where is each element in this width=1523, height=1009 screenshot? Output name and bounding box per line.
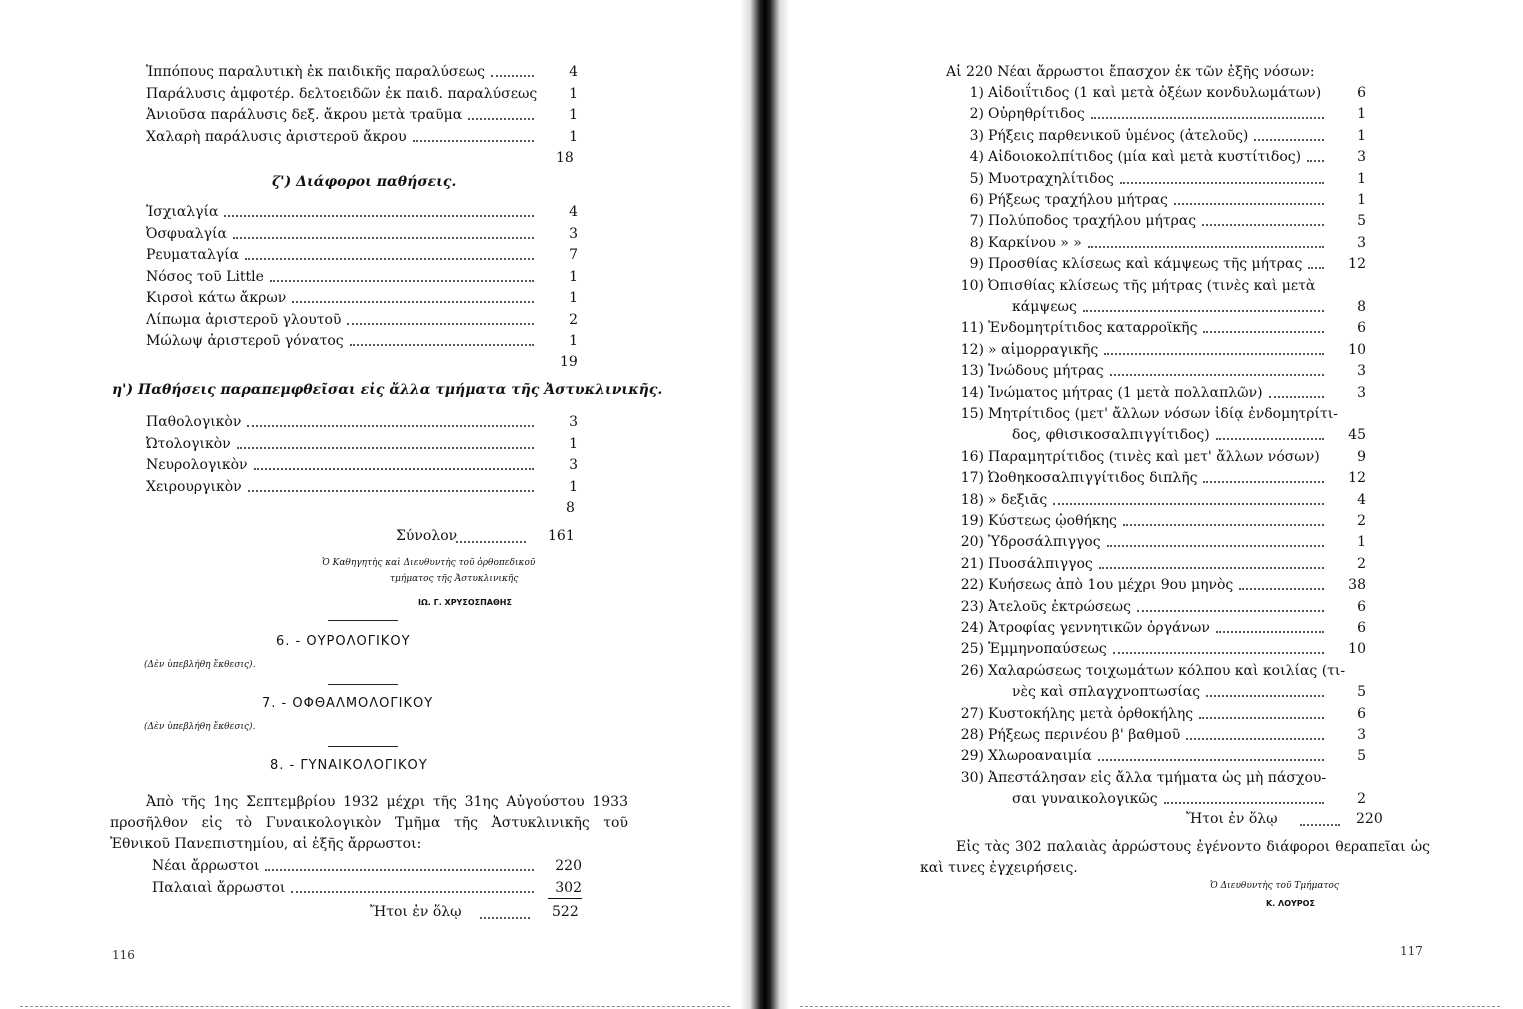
- entry-value: 3: [569, 225, 578, 242]
- table-row: [988, 447, 1366, 467]
- entry-label: Μυοτραχηλίτιδος: [988, 170, 1114, 187]
- scan-artifact: [800, 1005, 1500, 1007]
- signature-name: Κ. ΛΟΥΡΟΣ: [1266, 898, 1315, 908]
- item-number: 28): [960, 727, 984, 743]
- leader-dots: [1137, 610, 1324, 612]
- leader-dots: [1099, 567, 1324, 569]
- book-gutter: [740, 0, 790, 1009]
- table-row: [146, 202, 578, 222]
- entry-label: Κυστοκήλης μετὰ ὀρθοκήλης: [988, 705, 1194, 722]
- grand-total: 522: [552, 904, 579, 920]
- entry-label: Ἀνιοῦσα παράλυσις δεξ. ἄκρου μετὰ τραῦμα: [146, 107, 463, 123]
- entry-label: Μώλωψ ἀριστεροῦ γόνατος: [146, 333, 344, 349]
- entry-value: 3: [1357, 149, 1366, 166]
- entry-value: 2: [1357, 791, 1366, 808]
- leader-dots: [480, 917, 530, 919]
- table-row: [988, 83, 1366, 103]
- table-row: [988, 575, 1366, 595]
- entry-label: Νόσος τοῦ Little: [146, 268, 264, 285]
- entry-label: Ἱππόπους παραλυτικὴ ἐκ παιδικῆς παραλύσεως: [146, 64, 485, 80]
- grand-total: 220: [1356, 810, 1383, 827]
- table-row: [988, 104, 1366, 124]
- table-row: [146, 477, 578, 497]
- table-row: [146, 84, 578, 104]
- leader-dots: [1239, 588, 1324, 590]
- entry-value: 3: [1357, 234, 1366, 251]
- item-number: 3): [969, 127, 984, 144]
- entry-value: 12: [1348, 256, 1366, 273]
- leader-dots: [292, 301, 534, 303]
- table-row: [146, 310, 578, 330]
- entry-label: Ἐμμηνοπαύσεως: [988, 641, 1107, 658]
- section-note: (Δὲν ὑπεβλήθη ἔκθεσις).: [144, 660, 256, 670]
- table-row: [988, 639, 1366, 659]
- item-number: 27): [960, 705, 984, 722]
- signature-title: Ὁ Καθηγητὴς καὶ Διευθυντὴς τοῦ ὀρθοπεδικοῦ: [322, 558, 536, 568]
- entry-label: Ὀσφυαλγία: [146, 225, 227, 242]
- section-note: (Δὲν ὑπεβλήθη ἔκθεσις).: [144, 722, 256, 732]
- table-row: [146, 127, 578, 147]
- entry-label: Παλαιαὶ ἄρρωστοι: [152, 880, 286, 896]
- entry-value: 1: [569, 128, 578, 145]
- paragraph: Εἰς τὰς 302 παλαιὰς ἀρρώστους ἐγένοντο διάφοροι θεραπεῖαι ὡς καὶ τινες ἐγχειρήσεις.: [920, 838, 1430, 876]
- entry-label: Ρήξεις παρθενικοῦ ὑμένος (ἀτελοῦς): [988, 127, 1249, 144]
- entry-label: Ἀτροφίας γεννητικῶν ὀργάνων: [988, 620, 1210, 636]
- entry-label: Προσθίας κλίσεως καὶ κάμψεως τῆς μήτρας: [988, 256, 1303, 273]
- table-row: [988, 746, 1366, 766]
- entry-value: 3: [1357, 384, 1366, 401]
- entry-label: Παθολογικὸν: [146, 414, 242, 430]
- table-row: [988, 704, 1366, 724]
- entry-value: 6: [1357, 320, 1366, 337]
- entry-value: 1: [1357, 106, 1366, 123]
- table-row: [988, 254, 1366, 274]
- table-row: [146, 434, 578, 454]
- paragraph: Ἀπὸ τῆς 1ης Σεπτεμβρίου 1932 μέχρι τῆς 31ης Αὐγούστου 1933 προσῆλθον εἰς τὸ Γυναικολογικὸν Τμῆμα τῆς Ἀστυκλινικῆς τοῦ Ἐθνικοῦ Πανεπιστημίου, αἱ ἑξῆς ἄρρωστοι:: [110, 794, 628, 852]
- table-row: [1012, 297, 1366, 317]
- entry-value: 1: [569, 333, 578, 349]
- table-row: [988, 126, 1366, 146]
- entry-value: 9: [1357, 448, 1366, 465]
- entry-value: 2: [569, 311, 578, 328]
- signature-name: ΙΩ. Γ. ΧΡΥΣΟΣΠΑΘΗΣ: [418, 598, 512, 607]
- leader-dots: [1216, 438, 1324, 440]
- entry-label: Χλωροαναιμία: [988, 748, 1092, 765]
- table-row: [1012, 789, 1366, 809]
- table-row: [146, 288, 578, 308]
- entry-value: 1: [569, 435, 578, 452]
- entry-label: Παράλυσις ἀμφοτέρ. δελτοειδῶν ἐκ παιδ. παραλύσεως: [146, 85, 538, 102]
- table-row: [146, 331, 578, 351]
- leader-dots: [468, 118, 534, 120]
- leader-dots: [245, 258, 534, 260]
- table-row: [988, 618, 1366, 638]
- table-row: [988, 725, 1366, 745]
- item-number: 11): [960, 320, 984, 337]
- entry-label: Ὠοθηκοσαλπιγγίτιδος διπλῆς: [988, 470, 1198, 487]
- leader-dots: [237, 447, 534, 449]
- entry-value: 1: [1357, 192, 1366, 208]
- entry-label: Μητρίτιδος (μετ' ἄλλων νόσων ἰδίᾳ ἐνδομητρίτι-: [988, 406, 1338, 422]
- entry-label: » δεξιᾶς: [988, 491, 1048, 508]
- entry-value: 6: [1357, 705, 1366, 722]
- leader-dots: [1120, 182, 1324, 184]
- entry-value: 10: [1348, 641, 1366, 658]
- item-number: 7): [969, 213, 984, 230]
- leader-dots: [291, 891, 534, 893]
- entry-label: Ὑδροσάλπιγγος: [988, 534, 1101, 551]
- signature-title: Ὁ Διευθυντὴς τοῦ Τμήματος: [1210, 880, 1339, 891]
- entry-label: Ρήξεως τραχήλου μήτρας: [988, 192, 1168, 208]
- leader-dots: [1199, 717, 1324, 719]
- leader-dots: [350, 344, 534, 346]
- leader-dots: [1053, 503, 1324, 505]
- item-number: 23): [960, 598, 984, 615]
- item-number: 22): [960, 577, 984, 594]
- entry-label: » αἱμορραγικῆς: [988, 341, 1099, 358]
- entry-value: 1: [1357, 127, 1366, 144]
- entry-label: Ρευματαλγία: [146, 247, 240, 263]
- leader-dots: [1203, 481, 1324, 483]
- entry-label: Χαλαρὴ παράλυσις ἀριστεροῦ ἄκρου: [146, 128, 407, 145]
- entry-value: 2: [1357, 513, 1366, 529]
- section-heading: η') Παθήσεις παραπεμφθεῖσαι εἰς ἄλλα τμήματα τῆς Ἀστυκλινικῆς.: [112, 382, 663, 398]
- table-row: [988, 532, 1366, 552]
- entry-label: Ὀπισθίας κλίσεως τῆς μήτρας (τινὲς καὶ μετὰ: [988, 277, 1316, 294]
- entry-label: Ὠτολογικὸν: [146, 435, 231, 452]
- table-row: [988, 511, 1366, 531]
- page-number: 116: [112, 948, 135, 962]
- entry-value: 38: [1348, 577, 1366, 594]
- entry-label: σαι γυναικολογικῶς: [1012, 791, 1158, 808]
- leader-dots: [270, 280, 534, 282]
- entry-label: Ρήξεως περινέου β' βαθμοῦ: [988, 727, 1181, 743]
- table-row: [988, 361, 1366, 381]
- section-title: 7. - ΟΦΘΑΛΜΟΛΟΓΙΚΟΥ: [262, 696, 434, 711]
- leader-dots: [1307, 160, 1324, 162]
- item-number: 8): [969, 234, 984, 251]
- item-number: 13): [960, 363, 984, 380]
- leader-dots: [224, 215, 534, 217]
- item-number: 5): [969, 170, 984, 187]
- item-number: 19): [960, 513, 984, 529]
- subtotal: 8: [566, 500, 575, 516]
- item-number: 16): [960, 448, 984, 465]
- table-row: [988, 211, 1366, 231]
- table-row: [988, 597, 1366, 617]
- entry-label: Καρκίνου » »: [988, 234, 1082, 251]
- item-number: 4): [969, 149, 984, 166]
- entry-value: 1: [569, 268, 578, 285]
- entry-value: 1: [569, 290, 578, 306]
- entry-label: Κύστεως ᾠοθήκης: [988, 513, 1117, 529]
- table-row: [1012, 682, 1366, 702]
- table-row: [988, 554, 1366, 574]
- table-row: [988, 340, 1366, 360]
- item-number: 10): [960, 277, 984, 294]
- table-row: [988, 190, 1366, 210]
- entry-value: 3: [569, 414, 578, 430]
- item-number: 30): [960, 769, 984, 786]
- entry-value: 1: [1357, 170, 1366, 187]
- entry-value: 1: [569, 85, 578, 102]
- section-heading: ζ') Διάφοροι παθήσεις.: [272, 174, 457, 190]
- table-row: [146, 62, 578, 82]
- table-row: [988, 169, 1366, 189]
- entry-label: Αἰδοιοκολπίτιδος (μία καὶ μετὰ κυστίτιδος): [988, 149, 1302, 166]
- entry-label: Κιρσοὶ κάτω ἄκρων: [146, 290, 287, 306]
- entry-label: Ἰσχιαλγία: [146, 204, 219, 220]
- entry-value: 3: [1357, 727, 1366, 743]
- scan-artifact: [20, 1005, 730, 1007]
- leader-dots: [1269, 396, 1324, 398]
- right-page: [790, 0, 1523, 1009]
- table-row: [988, 147, 1366, 167]
- entry-label: Πολύποδος τραχήλου μήτρας: [988, 213, 1197, 230]
- entry-label: Πυοσάλπιγγος: [988, 555, 1093, 572]
- leader-dots: [1113, 652, 1324, 654]
- entry-value: 45: [1348, 427, 1366, 444]
- entry-value: 1: [569, 478, 578, 495]
- item-number: 25): [960, 641, 984, 658]
- leader-dots: [1174, 203, 1324, 205]
- entry-label: Οὐρηθρίτιδος: [988, 106, 1085, 123]
- leader-dots: [248, 490, 534, 492]
- leader-dots: [233, 237, 534, 239]
- entry-label: Ἀτελοῦς ἐκτρώσεως: [988, 598, 1131, 615]
- entry-label: Χειρουργικὸν: [146, 478, 242, 495]
- leader-dots: [1300, 824, 1340, 826]
- entry-value: 3: [1357, 363, 1366, 380]
- intro-line: Αἱ 220 Νέαι ἄρρωστοι ἔπασχον ἐκ τῶν ἑξῆς νόσων:: [946, 64, 1315, 80]
- item-number: 29): [960, 748, 984, 765]
- table-row: [988, 490, 1366, 510]
- entry-value: 6: [1357, 85, 1366, 101]
- entry-value: 6: [1357, 598, 1366, 615]
- signature-title: τμήματος τῆς Ἀστυκλινικῆς: [390, 574, 519, 584]
- leader-dots: [247, 425, 534, 427]
- table-row: [152, 878, 582, 898]
- table-row: [988, 383, 1366, 403]
- leader-dots: [1083, 310, 1324, 312]
- leader-dots: [347, 323, 534, 325]
- leader-dots: [1164, 802, 1324, 804]
- section-title: 8. - ΓΥΝΑΙΚΟΛΟΓΙΚΟΥ: [270, 758, 428, 773]
- entry-label: Χαλαρώσεως τοιχωμάτων κόλπου καὶ κοιλίας (τι-: [988, 662, 1346, 679]
- entry-label: Ἐνδομητρίτιδος καταρροϊκῆς: [988, 320, 1198, 337]
- divider: [328, 684, 398, 685]
- subtotal: 19: [560, 354, 578, 370]
- entry-value: 4: [569, 64, 578, 80]
- entry-value: 8: [1357, 299, 1366, 315]
- leader-dots: [1216, 631, 1324, 633]
- entry-label: Ἰνώματος μήτρας (1 μετὰ πολλαπλῶν): [988, 384, 1263, 401]
- entry-value: 5: [1357, 684, 1366, 701]
- entry-value: 10: [1348, 341, 1366, 358]
- entry-value: 4: [1357, 491, 1366, 508]
- entry-label: Αἰδοιΐτιδος (1 καὶ μετὰ ὀξέων κονδυλωμάτων): [988, 85, 1322, 101]
- entry-label: νὲς καὶ σπλαγχνοπτωσίας: [1012, 684, 1201, 701]
- leader-dots: [1123, 524, 1324, 526]
- entry-label: Ἀπεστάλησαν εἰς ἄλλα τμήματα ὡς μὴ πάσχου-: [988, 769, 1327, 786]
- table-row: [146, 245, 578, 265]
- table-row: [988, 468, 1366, 488]
- table-row: [988, 233, 1366, 253]
- grand-total: 161: [548, 528, 575, 544]
- entry-label: Παραμητρίτιδος (τινὲς καὶ μετ' ἄλλων νόσων): [988, 448, 1320, 465]
- leader-dots: [1107, 545, 1324, 547]
- entry-value: 2: [1357, 555, 1366, 572]
- entry-value: 5: [1357, 213, 1366, 230]
- item-number: 14): [960, 384, 984, 401]
- leader-dots: [413, 140, 534, 142]
- leader-dots: [1206, 695, 1324, 697]
- leader-dots: [1308, 267, 1324, 269]
- item-number: 20): [960, 534, 984, 551]
- leader-dots: [265, 869, 534, 871]
- item-number: 18): [960, 491, 984, 508]
- leader-dots: [1104, 353, 1324, 355]
- entry-label: Νευρολογικὸν: [146, 457, 248, 473]
- entry-value: 5: [1357, 748, 1366, 765]
- table-row: [1012, 425, 1366, 445]
- entry-label: δος, φθισικοσαλπιγγίτιδος): [1012, 427, 1210, 444]
- subtotal: 18: [556, 150, 574, 166]
- leader-dots: [1186, 738, 1324, 740]
- item-number: 21): [960, 555, 984, 572]
- leader-dots: [1110, 374, 1324, 376]
- entry-value: 1: [569, 107, 578, 123]
- table-row: [146, 412, 578, 432]
- section-title: 6. - ΟΥΡΟΛΟΓΙΚΟΥ: [276, 634, 411, 649]
- item-number: 26): [960, 662, 984, 679]
- page-number: 117: [1400, 944, 1423, 958]
- table-row: [146, 105, 578, 125]
- item-number: 1): [969, 85, 984, 101]
- entry-label: Νέαι ἄρρωστοι: [152, 858, 260, 874]
- entry-value: 6: [1357, 620, 1366, 636]
- grand-total-label: Ἤτοι ἐν ὅλῳ: [370, 904, 462, 920]
- entry-value: 302: [548, 878, 582, 899]
- leader-dots: [1098, 759, 1324, 761]
- entry-label: Λίπωμα ἀριστεροῦ γλουτοῦ: [146, 311, 342, 328]
- leader-dots: [491, 75, 534, 77]
- item-number: 24): [960, 620, 984, 636]
- table-row: [146, 224, 578, 244]
- entry-value: 4: [569, 204, 578, 220]
- divider: [328, 746, 398, 747]
- table-row: [146, 267, 578, 287]
- item-number: 2): [969, 106, 984, 123]
- leader-dots: [1088, 246, 1324, 248]
- item-number: 9): [969, 256, 984, 273]
- entry-label: Κυήσεως ἀπὸ 1ου μέχρι 9ου μηνὸς: [988, 577, 1234, 594]
- entry-value: 3: [569, 457, 578, 473]
- entry-value: 12: [1348, 470, 1366, 487]
- item-number: 12): [960, 341, 984, 358]
- entry-value: 1: [1357, 534, 1366, 551]
- leader-dots: [254, 468, 534, 470]
- grand-total-label: Ἤτοι ἐν ὅλῳ: [1186, 810, 1278, 827]
- entry-value: 220: [555, 858, 582, 874]
- item-number: 6): [969, 192, 984, 208]
- item-number: 15): [960, 406, 984, 422]
- left-page: [0, 0, 740, 1009]
- leader-dots: [1254, 139, 1324, 141]
- divider: [328, 620, 398, 621]
- leader-dots: [1091, 117, 1324, 119]
- table-row: [152, 856, 582, 876]
- entry-label: κάμψεως: [1012, 299, 1077, 315]
- item-number: 17): [960, 470, 984, 487]
- leader-dots: [1203, 331, 1324, 333]
- entry-value: 7: [569, 247, 578, 263]
- leader-dots: [456, 541, 526, 543]
- table-row: [146, 455, 578, 475]
- grand-total-label: Σύνολον: [396, 528, 458, 544]
- table-row: [988, 318, 1366, 338]
- entry-label: Ἰνώδους μήτρας: [988, 363, 1104, 380]
- leader-dots: [1202, 224, 1324, 226]
